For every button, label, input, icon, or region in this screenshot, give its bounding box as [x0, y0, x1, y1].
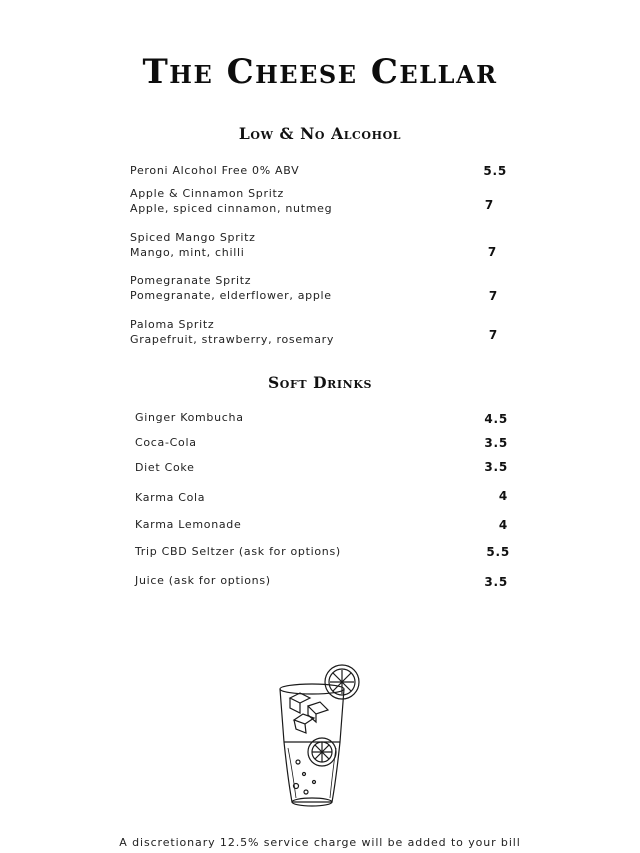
item-price: 4 — [498, 489, 508, 503]
menu-title: The Cheese Cellar — [142, 52, 498, 92]
menu-item — [130, 186, 332, 216]
item-price: 7 — [488, 289, 498, 303]
item-name: Paloma Spritz — [130, 318, 215, 331]
menu-item — [135, 435, 197, 450]
item-name: Diet Coke — [135, 461, 195, 474]
item-name: Karma Cola — [135, 491, 206, 504]
menu-item — [130, 317, 334, 347]
item-name: Pomegranate Spritz — [130, 274, 252, 287]
item-name: Spiced Mango Spritz — [130, 231, 256, 244]
item-name: Apple & Cinnamon Spritz — [130, 187, 284, 200]
menu-item — [130, 230, 256, 260]
item-price: 5.5 — [486, 545, 510, 559]
menu-item — [135, 573, 271, 588]
item-name: Peroni Alcohol Free 0% ABV — [130, 164, 300, 177]
item-description: Mango, mint, chilli — [130, 246, 245, 259]
menu-item — [135, 544, 341, 559]
section-title-soft-drinks: Soft Drinks — [267, 373, 373, 392]
item-price: 3.5 — [484, 460, 508, 474]
service-charge-note: A discretionary 12.5% service charge will be added to your bill — [119, 836, 521, 849]
menu-item — [135, 460, 195, 475]
item-price: 7 — [488, 328, 498, 342]
item-price: 4 — [498, 518, 508, 532]
item-price: 5.5 — [483, 164, 507, 178]
item-price: 7 — [484, 198, 494, 212]
item-price: 7 — [487, 245, 497, 259]
item-description: Apple, spiced cinnamon, nutmeg — [130, 202, 333, 215]
menu-item — [135, 410, 244, 425]
item-name: Ginger Kombucha — [135, 411, 244, 424]
item-price: 3.5 — [484, 575, 508, 589]
menu-item — [135, 517, 241, 532]
section-title-low-no-alcohol: Low & No Alcohol — [238, 124, 402, 143]
item-price: 4.5 — [484, 412, 508, 426]
menu-item — [135, 490, 205, 505]
item-description: Pomegranate, elderflower, apple — [130, 289, 332, 302]
menu-item — [130, 273, 332, 303]
item-name: Karma Lemonade — [135, 518, 242, 531]
item-description: Grapefruit, strawberry, rosemary — [130, 333, 335, 346]
cocktail-glass-icon — [270, 662, 365, 812]
item-price: 3.5 — [484, 436, 508, 450]
item-name: Juice (ask for options) — [135, 574, 271, 587]
item-name: Coca-Cola — [135, 436, 197, 449]
menu-item — [130, 163, 299, 178]
item-name: Trip CBD Seltzer (ask for options) — [135, 545, 341, 558]
